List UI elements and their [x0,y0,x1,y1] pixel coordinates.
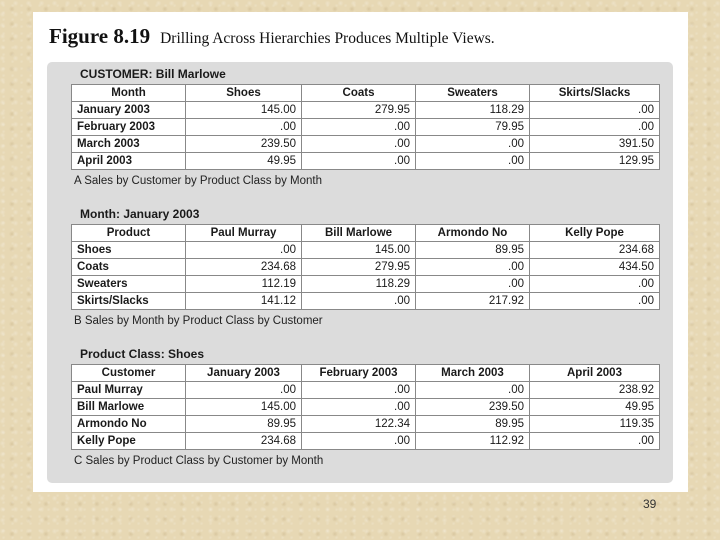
table-cell: 122.34 [302,416,416,433]
section-b-table [71,224,660,310]
table-cell: .00 [302,153,416,170]
column-header: January 2003 [186,365,302,382]
table-cell: .00 [186,119,302,136]
row-label: Skirts/Slacks [72,293,186,310]
table-cell: 118.29 [302,276,416,293]
section-c-caption: C Sales by Product Class by Customer by Month [74,455,324,467]
table-cell: .00 [416,259,530,276]
table-row [72,416,660,433]
table-cell: 239.50 [186,136,302,153]
column-header: Skirts/Slacks [530,85,660,102]
column-header: Customer [72,365,186,382]
row-label: Armondo No [72,416,186,433]
column-header: April 2003 [530,365,660,382]
table-header-row [72,225,660,242]
table-row [72,433,660,450]
table-cell: .00 [530,276,660,293]
table-cell: .00 [530,102,660,119]
table-cell: 89.95 [416,416,530,433]
row-label: April 2003 [72,153,186,170]
figure-title [49,24,495,49]
table-row [72,136,660,153]
column-header: March 2003 [416,365,530,382]
table-cell: .00 [530,293,660,310]
column-header: Coats [302,85,416,102]
figure-caption: Drilling Across Hierarchies Produces Multiple Views. [160,30,495,47]
row-label: Shoes [72,242,186,259]
table-cell: 145.00 [302,242,416,259]
table-cell: 79.95 [416,119,530,136]
table-cell: 145.00 [186,399,302,416]
table-cell: 391.50 [530,136,660,153]
column-header: Month [72,85,186,102]
table-cell: .00 [416,276,530,293]
table-cell: 49.95 [186,153,302,170]
table-cell: .00 [416,153,530,170]
section-a-title: CUSTOMER: Bill Marlowe [80,67,226,81]
table-row [72,153,660,170]
table-cell: .00 [302,433,416,450]
table-cell: .00 [302,293,416,310]
table-row [72,119,660,136]
section-b-title: Month: January 2003 [80,207,200,221]
column-header: Shoes [186,85,302,102]
table-cell: 49.95 [530,399,660,416]
table-cell: 129.95 [530,153,660,170]
table-cell: .00 [416,382,530,399]
table-row [72,276,660,293]
table-cell: .00 [302,119,416,136]
table-cell: 239.50 [416,399,530,416]
row-label: Bill Marlowe [72,399,186,416]
table-cell: 112.19 [186,276,302,293]
table-cell: 234.68 [186,433,302,450]
table-cell: 112.92 [416,433,530,450]
row-label: March 2003 [72,136,186,153]
section-b-caption: B Sales by Month by Product Class by Customer [74,315,323,327]
table-cell: 234.68 [530,242,660,259]
table-cell: .00 [302,399,416,416]
table-cell: .00 [186,242,302,259]
table-cell: 234.68 [186,259,302,276]
row-label: February 2003 [72,119,186,136]
table-cell: 119.35 [530,416,660,433]
row-label: Coats [72,259,186,276]
table-header-row [72,85,660,102]
section-a-table [71,84,660,170]
table-cell: 89.95 [416,242,530,259]
column-header: Product [72,225,186,242]
table-cell: .00 [530,433,660,450]
figure-card [33,12,688,492]
table-cell: .00 [416,136,530,153]
table-row [72,102,660,119]
table-cell: 238.92 [530,382,660,399]
section-c-table [71,364,660,450]
table-cell: .00 [186,382,302,399]
table-row [72,399,660,416]
column-header: Armondo No [416,225,530,242]
row-label: Sweaters [72,276,186,293]
table-row [72,242,660,259]
column-header: February 2003 [302,365,416,382]
row-label: January 2003 [72,102,186,119]
table-header-row [72,365,660,382]
page-number: 39 [643,497,657,511]
table-cell: .00 [302,136,416,153]
table-cell: 118.29 [416,102,530,119]
section-a-caption: A Sales by Customer by Product Class by Month [74,175,322,187]
table-cell: 89.95 [186,416,302,433]
figure-panel [47,62,673,483]
column-header: Sweaters [416,85,530,102]
table-row [72,382,660,399]
row-label: Paul Murray [72,382,186,399]
column-header: Bill Marlowe [302,225,416,242]
table-cell: 145.00 [186,102,302,119]
table-cell: 434.50 [530,259,660,276]
table-row [72,293,660,310]
table-cell: .00 [302,382,416,399]
table-cell: 279.95 [302,259,416,276]
row-label: Kelly Pope [72,433,186,450]
table-row [72,259,660,276]
table-cell: 217.92 [416,293,530,310]
table-cell: 279.95 [302,102,416,119]
column-header: Paul Murray [186,225,302,242]
table-cell: 141.12 [186,293,302,310]
column-header: Kelly Pope [530,225,660,242]
section-c-title: Product Class: Shoes [80,347,205,361]
table-cell: .00 [530,119,660,136]
figure-number: Figure 8.19 [49,24,151,48]
